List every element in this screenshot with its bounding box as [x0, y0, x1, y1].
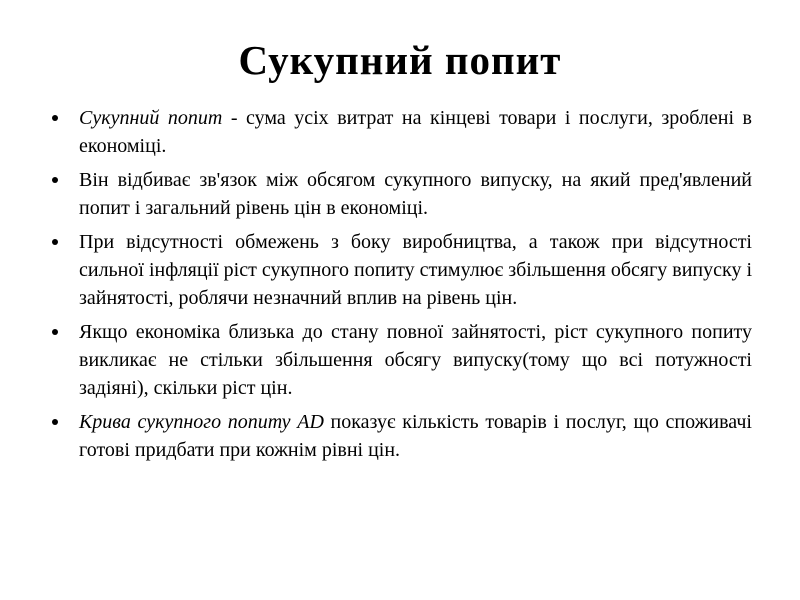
- bullet-text: Він відбиває зв'язок між обсягом сукупного випуску, на який пред'явлений попит і загальний рівень цін в економіці.: [79, 169, 752, 219]
- bullet-dot-icon: [52, 419, 58, 425]
- bullet-text: показує кількість товарів і послуг, що споживачі готові придбати при кожнім рівні цін.: [79, 411, 752, 461]
- bullet-text: Якщо економіка близька до стану повної зайнятості, ріст сукупного попиту викликає не стільки збільшення обсягу випуску(тому що всі потужності задіяні), скільки ріст цін.: [79, 321, 752, 399]
- bullet-dot-icon: [52, 329, 58, 335]
- bullet-item: [40, 104, 752, 160]
- bullet-text: - сума усіх витрат на кінцеві товари і послуги, зроблені в економіці.: [79, 107, 752, 157]
- slide-title: Сукупний попит: [238, 37, 562, 83]
- bullet-term: Крива сукупного попиту AD: [79, 411, 324, 433]
- bullet-dot-icon: [52, 239, 58, 245]
- bullet-term: Сукупний попит: [79, 107, 223, 129]
- bullet-text: При відсутності обмежень з боку виробництва, а також при відсутності сильної інфляції ріст сукупного попиту стимулює збільшення обсягу випуску і зайнятості, роблячи незначний вплив на рівень цін.: [79, 231, 752, 309]
- bullet-dot-icon: [52, 177, 58, 183]
- bullet-item: [40, 166, 752, 222]
- bullet-item: [40, 408, 752, 464]
- bullet-item: [40, 228, 752, 312]
- bullet-item: [40, 318, 752, 402]
- bullet-dot-icon: [52, 115, 58, 121]
- bullet-list: [40, 104, 752, 470]
